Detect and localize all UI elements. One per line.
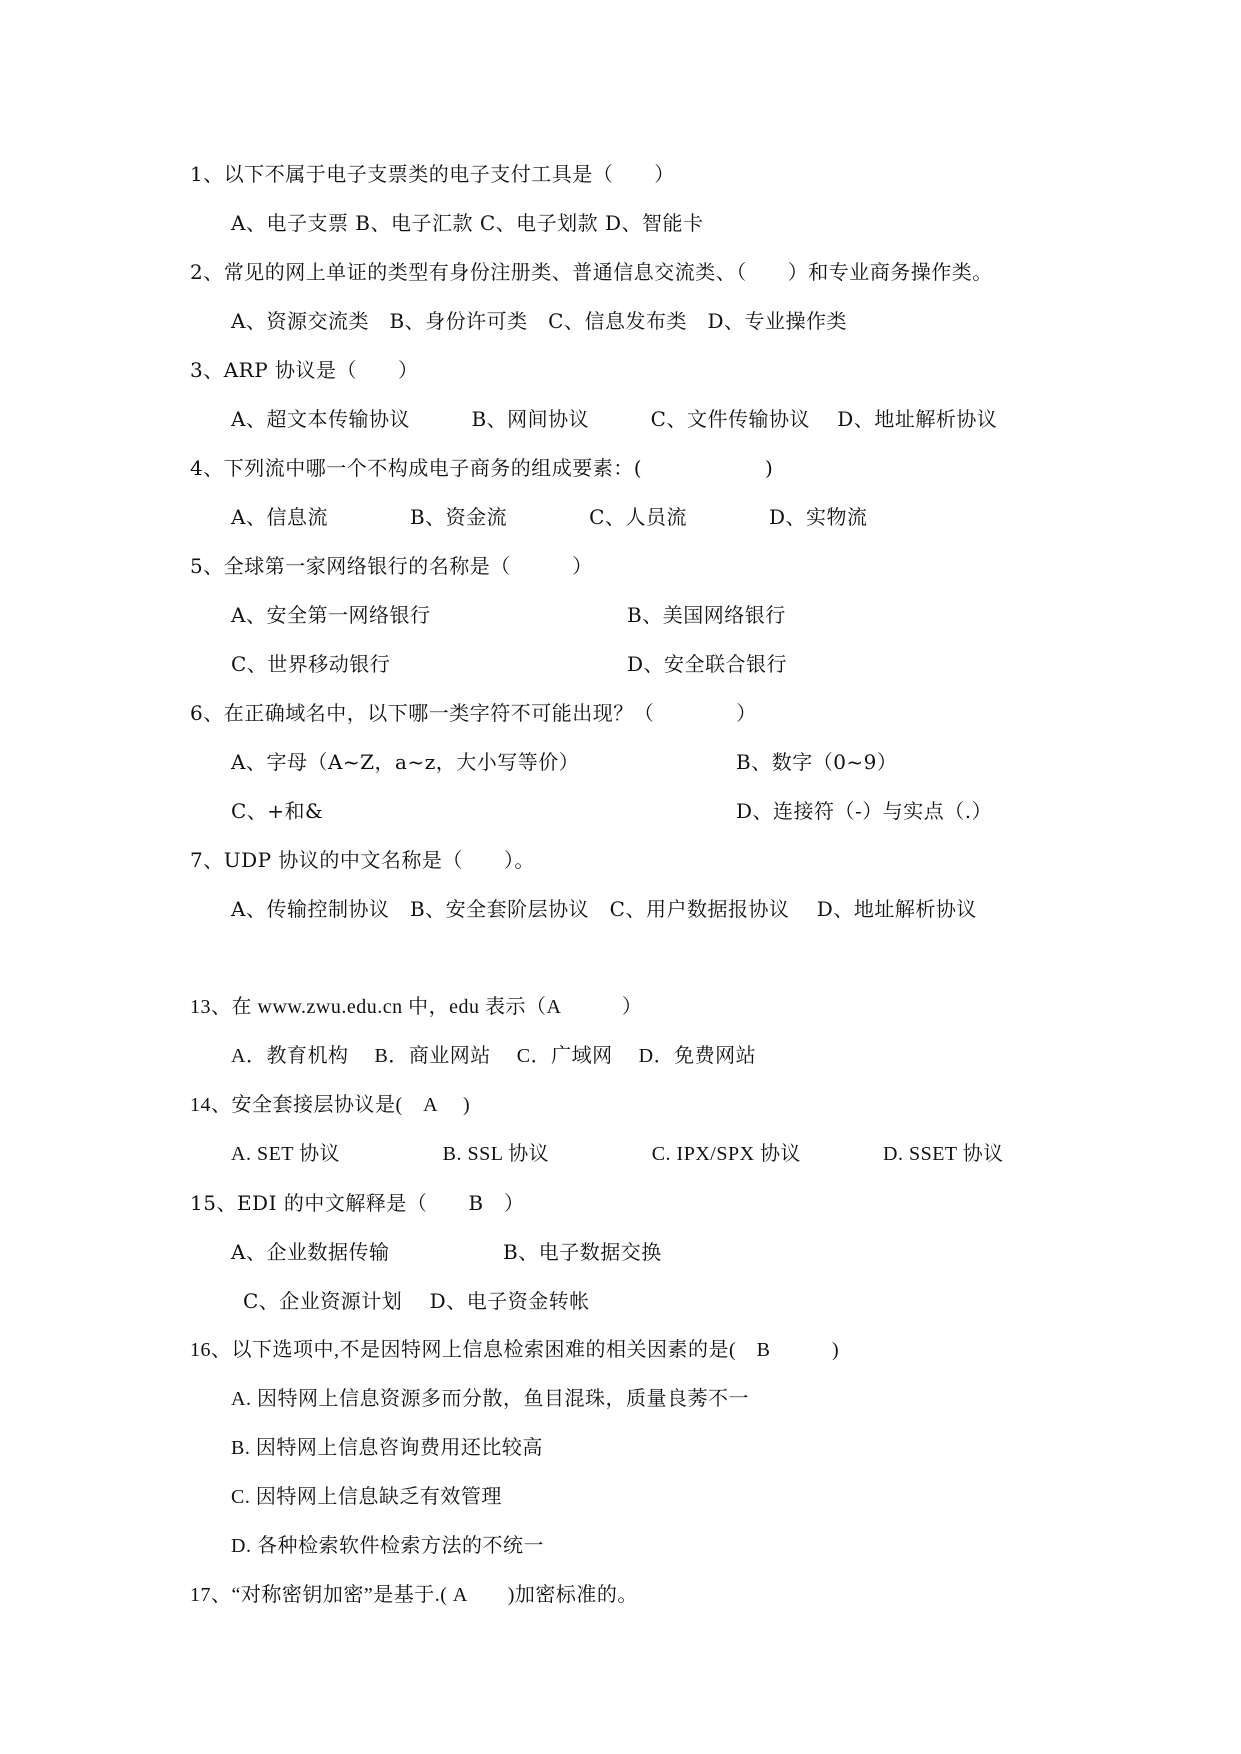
question-1-options: A、电子支票 B、电子汇款 C、电子划款 D、智能卡 [231,211,704,235]
question-14-options: A. SET 协议 B. SSL 协议 C. IPX/SPX 协议 D. SSET 协议 [231,1143,1004,1165]
question-17: 17、“对称密钥加密”是基于.( A )加密标准的。 [190,1584,638,1606]
question-16-option-d: D. 各种检索软件检索方法的不统一 [231,1535,544,1557]
question-16-option-a: A. 因特网上信息资源多而分散，鱼目混珠，质量良莠不一 [231,1388,749,1410]
question-7: 7、UDP 协议的中文名称是（ ）。 [190,848,535,872]
question-6-option-d: D、连接符（-）与实点（.） [736,799,993,823]
question-13-options: A．教育机构 B．商业网站 C．广域网 D．免费网站 [231,1045,757,1067]
question-6: 6、在正确域名中，以下哪一类字符不可能出现？（ ） [190,701,757,725]
question-15-option-cd: C、企业资源计划 D、电子资金转帐 [243,1289,590,1313]
question-15: 15、EDI 的中文解释是（ B ） [190,1191,525,1215]
question-4: 4、下列流中哪一个不构成电子商务的组成要素：( ) [190,456,774,480]
question-1: 1、以下不属于电子支票类的电子支付工具是（ ） [190,162,675,186]
question-2-options: A、资源交流类 B、身份许可类 C、信息发布类 D、专业操作类 [231,309,847,333]
question-7-options: A、传输控制协议 B、安全套阶层协议 C、用户数据报协议 D、地址解析协议 [231,897,977,921]
question-5-option-c: C、世界移动银行 [231,652,391,676]
question-3: 3、ARP 协议是（ ） [190,358,419,382]
question-4-options: A、信息流 B、资金流 C、人员流 D、实物流 [231,505,868,529]
question-5: 5、全球第一家网络银行的名称是（ ） [190,554,593,578]
question-14: 14、安全套接层协议是( A ) [190,1094,471,1116]
question-13: 13、在 www.zwu.edu.cn 中，edu 表示（A ） [190,996,643,1018]
question-2: 2、常见的网上单证的类型有身份注册类、普通信息交流类、（ ）和专业商务操作类。 [190,260,993,284]
question-6-option-b: B、数字（0~9） [736,750,898,774]
question-6-option-a: A、字母（A~Z，a~z，大小写等价） [231,750,580,774]
question-5-option-d: D、安全联合银行 [627,652,788,676]
question-6-option-c: C、+和& [231,799,324,823]
question-16-option-b: B. 因特网上信息咨询费用还比较高 [231,1437,543,1459]
question-15-option-b: B、电子数据交换 [503,1240,662,1264]
question-15-option-a: A、企业数据传输 [231,1240,390,1264]
question-16: 16、以下选项中,不是因特网上信息检索困难的相关因素的是( B ) [190,1339,840,1361]
question-5-option-a: A、安全第一网络银行 [231,603,431,627]
question-3-options: A、超文本传输协议 B、网间协议 C、文件传输协议 D、地址解析协议 [231,407,998,431]
question-16-option-c: C. 因特网上信息缺乏有效管理 [231,1486,502,1508]
question-5-option-b: B、美国网络银行 [627,603,786,627]
